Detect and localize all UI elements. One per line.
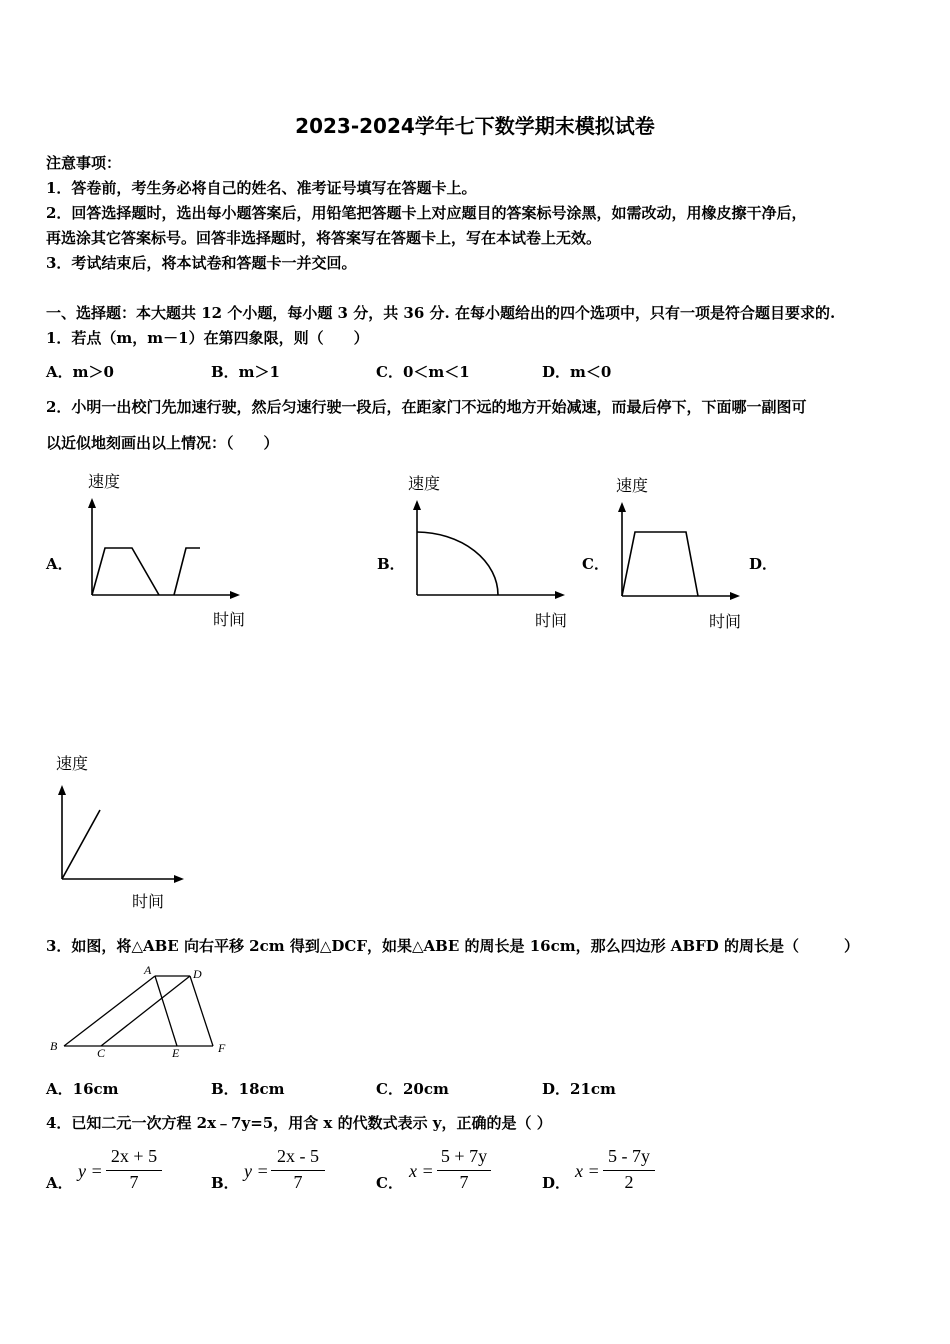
q3-line-df xyxy=(190,976,213,1046)
q4-b-lhs: y = xyxy=(244,1161,269,1181)
q2-option-d-label[interactable]: D． xyxy=(749,555,778,573)
q3-stem: 3．如图，将△ABE 向右平移 2cm 得到△DCF，如果△ABE 的周长是 16cm，那么四边形 ABFD 的周长是（ ） xyxy=(46,937,859,955)
q4-c-numerator: 5 + 7y xyxy=(440,1146,488,1166)
notice-item-2-cont: 再选涂其它答案标号。回答非选择题时，将答案写在答题卡上，写在本试卷上无效。 xyxy=(46,229,602,247)
q1-stem: 1．若点（m，m－1）在第四象限，则（ ） xyxy=(46,329,369,347)
graph-d-x-label: 时间 xyxy=(132,892,165,911)
q2-option-c-label[interactable]: C． xyxy=(582,555,609,573)
q3-option-d[interactable]: D．21cm xyxy=(542,1080,616,1098)
q4-d-denominator: 2 xyxy=(624,1172,634,1192)
graph-b-x-label: 时间 xyxy=(535,611,568,630)
q3-option-c[interactable]: C．20cm xyxy=(376,1080,449,1098)
q4-d-numerator: 5 - 7y xyxy=(608,1146,650,1166)
q3-figure xyxy=(46,962,246,1062)
graph-c-y-label: 速度 xyxy=(616,476,649,495)
q2-option-b-label[interactable]: B． xyxy=(377,555,405,573)
q4-option-d-label[interactable]: D． xyxy=(542,1174,571,1192)
graph-a-y-label: 速度 xyxy=(88,472,121,491)
graph-a-x-arrow xyxy=(230,591,240,599)
q4-option-a-formula xyxy=(78,1146,178,1196)
graph-d-y-label: 速度 xyxy=(56,754,89,773)
q4-c-fraction-bar xyxy=(437,1170,491,1171)
graph-b-x-arrow xyxy=(555,591,565,599)
q3-point-d: D xyxy=(193,967,202,981)
q1-option-d[interactable]: D．m＜0 xyxy=(542,363,612,381)
q3-option-b[interactable]: B．18cm xyxy=(211,1080,285,1098)
q4-b-fraction-bar xyxy=(271,1170,325,1171)
q2-graph-b xyxy=(405,472,575,632)
graph-a-curve-1 xyxy=(92,548,159,595)
section-heading: 一、选择题：本大题共 12 个小题，每小题 3 分，共 36 分. 在每小题给出的四个选项中，只有一项是符合题目要求的. xyxy=(46,304,836,322)
q4-option-b-label[interactable]: B． xyxy=(211,1174,239,1192)
q3-point-e: E xyxy=(172,1046,180,1060)
q4-c-denominator: 7 xyxy=(459,1172,469,1192)
q1-option-c[interactable]: C．0＜m＜1 xyxy=(376,363,470,381)
q4-option-a-label[interactable]: A． xyxy=(46,1174,73,1192)
page-title: 2023-2024学年七下数学期末模拟试卷 xyxy=(295,114,655,138)
notice-heading: 注意事项： xyxy=(46,154,122,172)
graph-a-x-label: 时间 xyxy=(213,610,246,629)
graph-d-x-arrow xyxy=(174,875,184,883)
q2-stem-line2: 以近似地刻画出以上情况：（ ） xyxy=(46,434,279,452)
q3-point-b: B xyxy=(50,1039,58,1053)
q4-b-denominator: 7 xyxy=(293,1172,303,1192)
graph-a-curve-2 xyxy=(174,548,200,595)
q2-stem-line1: 2．小明一出校门先加速行驶，然后匀速行驶一段后，在距家门不远的地方开始减速，而最后停下，下面哪一副图可 xyxy=(46,398,807,416)
graph-c-curve xyxy=(622,532,698,596)
graph-d-y-arrow xyxy=(58,785,66,795)
q4-stem: 4．已知二元一次方程 2x﹣7y=5，用含 x 的代数式表示 y，正确的是（ ） xyxy=(46,1114,552,1132)
q1-option-a[interactable]: A．m＞0 xyxy=(46,363,114,381)
q4-a-denominator: 7 xyxy=(129,1172,139,1192)
q4-a-numerator: 2x + 5 xyxy=(110,1146,158,1166)
q3-point-c: C xyxy=(97,1046,106,1060)
q4-option-c-formula xyxy=(409,1146,509,1196)
q2-graph-c xyxy=(610,474,780,634)
q4-d-fraction-bar xyxy=(603,1170,655,1171)
graph-c-y-arrow xyxy=(618,502,626,512)
q3-line-ae xyxy=(155,976,177,1046)
q4-a-fraction-bar xyxy=(106,1170,162,1171)
notice-item-2: 2．回答选择题时，选出每小题答案后，用铅笔把答题卡上对应题目的答案标号涂黑，如需改动，用橡皮擦干净后， xyxy=(46,204,807,222)
q3-line-ba xyxy=(64,976,155,1046)
q3-point-f: F xyxy=(218,1041,226,1055)
graph-c-x-label: 时间 xyxy=(709,612,742,631)
q3-point-a: A xyxy=(144,963,152,977)
q4-option-c-label[interactable]: C． xyxy=(376,1174,403,1192)
q2-option-a-label[interactable]: A． xyxy=(46,555,73,573)
q4-c-lhs: x = xyxy=(409,1161,434,1181)
graph-b-curve xyxy=(417,532,498,595)
q3-option-a[interactable]: A．16cm xyxy=(46,1080,119,1098)
q2-graph-a xyxy=(80,470,250,630)
q4-b-numerator: 2x - 5 xyxy=(277,1146,319,1166)
q2-graph-d xyxy=(50,752,220,912)
q4-option-d-formula xyxy=(575,1146,675,1196)
graph-d-curve xyxy=(62,810,100,879)
graph-c-x-arrow xyxy=(730,592,740,600)
graph-a-y-arrow xyxy=(88,498,96,508)
q4-d-lhs: x = xyxy=(575,1161,600,1181)
q4-option-b-formula xyxy=(244,1146,344,1196)
graph-b-y-arrow xyxy=(413,500,421,510)
q4-a-lhs: y = xyxy=(78,1161,103,1181)
graph-b-y-label: 速度 xyxy=(408,474,441,493)
q3-line-dc xyxy=(101,976,190,1046)
notice-item-1: 1．答卷前，考生务必将自己的姓名、准考证号填写在答题卡上。 xyxy=(46,179,477,197)
q1-option-b[interactable]: B．m＞1 xyxy=(211,363,280,381)
notice-item-3: 3．考试结束后，将本试卷和答题卡一并交回。 xyxy=(46,254,357,272)
